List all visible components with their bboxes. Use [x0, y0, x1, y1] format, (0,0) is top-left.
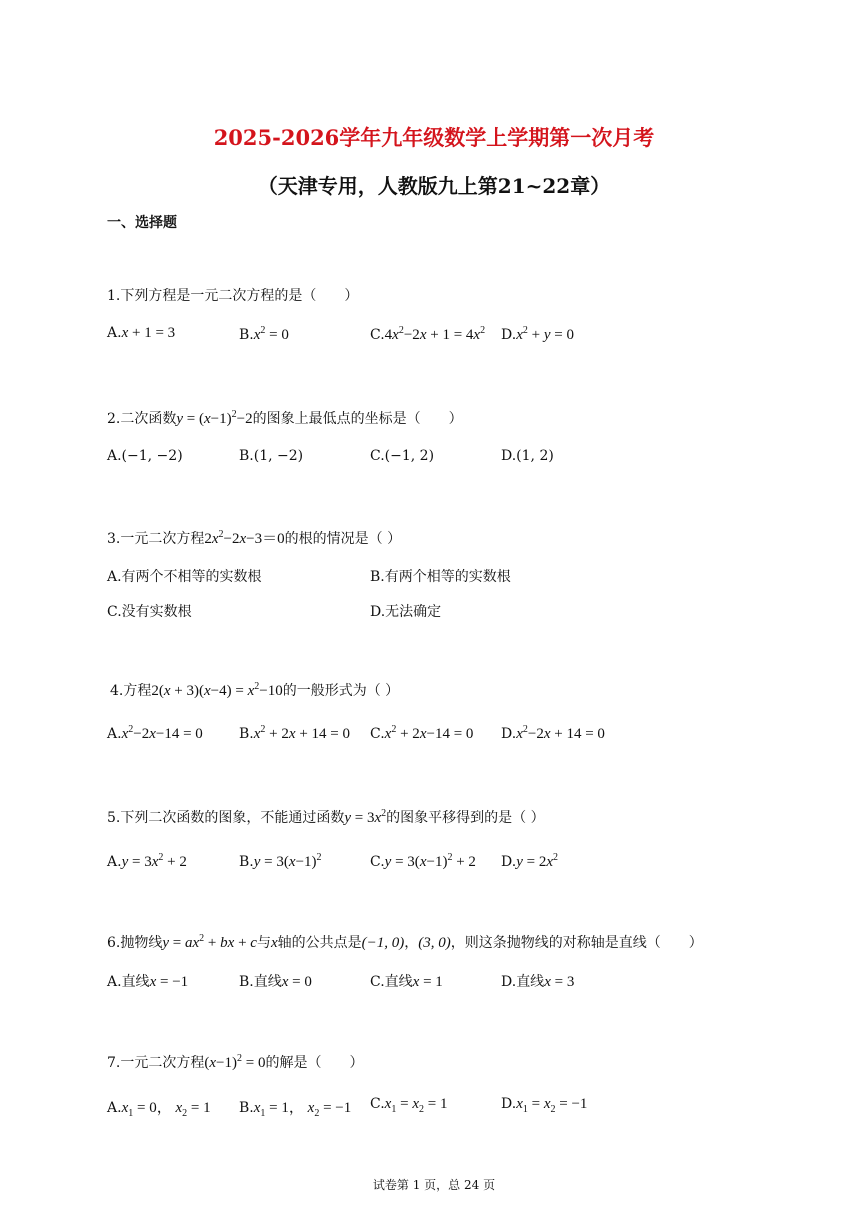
question-7-option-a: $A.x_1 = 0$， $x_2 = 1$ — [107, 1100, 211, 1119]
question-5-stem: 5.下列二次函数的图象，不能通过函数$y = 3x^2$的图象平移得到的是（ ） — [107, 808, 545, 826]
question-3-stem: 3.一元二次方程$2x^2-2x-3=0$的根的情况是（ ） — [107, 529, 402, 547]
page-footer: 试卷第 1 页，总 24 页 — [372, 1178, 496, 1192]
question-6-option-a: A.直线x = −1 — [107, 974, 189, 990]
question-5-option-a: $A.y = 3x^2 + 2$ — [107, 852, 187, 870]
document-title: 2025-2026学年九年级数学上学期第一次月考 — [213, 125, 655, 150]
question-3-option-a: A.有两个不相等的实数根 — [107, 569, 262, 585]
question-6-option-c: C.直线x = 1 — [370, 974, 443, 990]
question-2-option-c: C.(−1, 2) — [370, 448, 435, 464]
question-2-option-d: D.(1, 2) — [501, 448, 554, 464]
question-3-option-c: C.没有实数根 — [107, 604, 192, 620]
question-5-option-d: $D.y = 2x^2$ — [501, 852, 558, 870]
section-heading: 一、选择题 — [107, 215, 177, 231]
question-7-stem: 7.一元二次方程$(x-1)^2 = 0$的解是（ ） — [107, 1053, 364, 1071]
question-4-option-a: $A.x^2-2x-14 = 0$ — [107, 724, 203, 742]
question-7-option-b: $B.x_1 = 1$， $x_2 = -1$ — [239, 1100, 352, 1119]
question-5-option-b: $B.y = 3(x-1)^2$ — [239, 852, 322, 870]
question-2-stem: 2.二次函数$y = (x-1)^2-2$的图象上最低点的坐标是（ ） — [107, 409, 463, 427]
question-1-option-d: $D.x^2 + y = 0$ — [501, 325, 574, 343]
question-2-option-a: A.(−1, −2) — [107, 448, 183, 464]
question-2-option-b: B.(1, −2) — [239, 448, 304, 464]
question-4-option-b: $B.x^2 + 2x + 14 = 0$ — [239, 724, 350, 742]
question-3-option-d: D.无法确定 — [370, 604, 442, 620]
question-5-option-c: $C.y = 3(x-1)^2 + 2$ — [370, 852, 476, 870]
question-1-option-c: $C.4x^2-2x + 1 = 4x^2$ — [370, 325, 486, 343]
document-subtitle: （天津专用，人教版九上第21~22章） — [257, 174, 611, 198]
question-6-option-d: D.直线x = 3 — [501, 974, 575, 990]
question-6-stem: 6.抛物线$y = ax^2$ + bx + c与x轴的公共点是(−1, 0)，(3, 0)，则这条抛物线的对称轴是直线（ ） — [107, 933, 703, 951]
question-4-option-c: $C.x^2 + 2x-14 = 0$ — [370, 724, 474, 742]
question-7-option-d: $D.x_1 = x_2 = -1$ — [501, 1096, 588, 1115]
question-3-option-b: B.有两个相等的实数根 — [370, 569, 511, 585]
question-1-option-b: $B.x^2 = 0$ — [239, 325, 289, 343]
question-4-stem: 4.方程$2(x + 3)(x-4) = x^2-10$的一般形式为（ ） — [110, 681, 400, 699]
question-4-option-d: $D.x^2-2x + 14 = 0$ — [501, 724, 605, 742]
question-7-option-c: $C.x_1 = x_2 = 1$ — [370, 1096, 448, 1115]
question-1-option-a: A.x + 1 = 3 — [107, 325, 176, 341]
question-6-option-b: B.直线x = 0 — [239, 974, 312, 990]
question-1-stem: 1.下列方程是一元二次方程的是（ ） — [107, 288, 359, 304]
